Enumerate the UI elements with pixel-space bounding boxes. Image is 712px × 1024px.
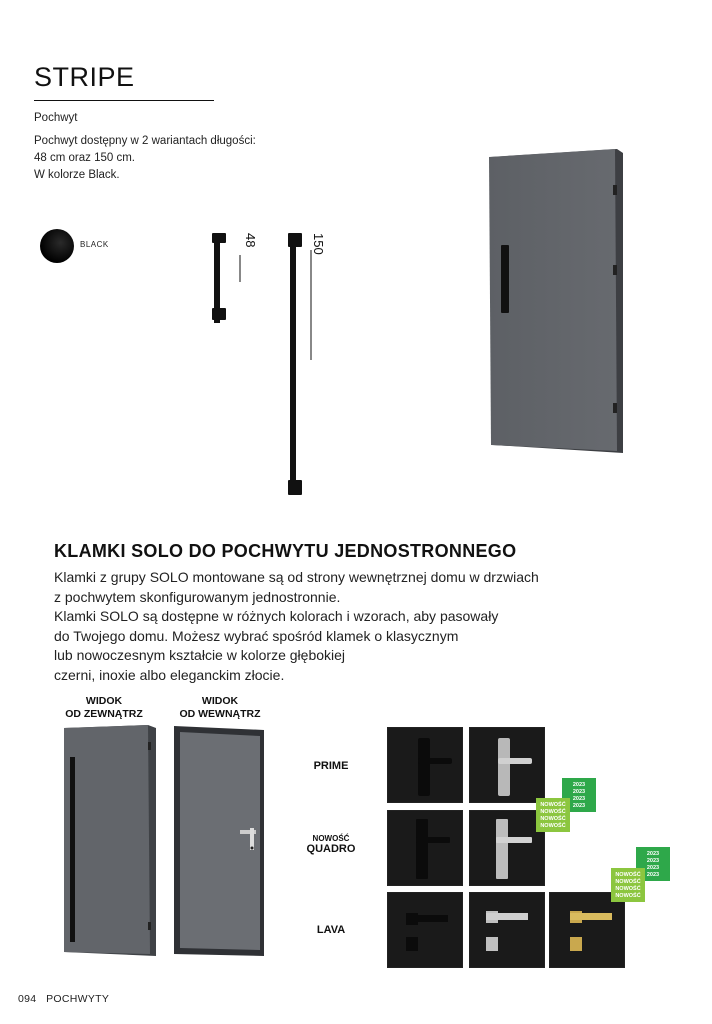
badge-text: 2023 — [646, 865, 660, 871]
badge-text: 2023 — [646, 872, 660, 878]
badge-text: 2023 — [646, 851, 660, 857]
handle-tile-lava-inox — [469, 892, 545, 968]
badge-text: 2023 — [572, 796, 586, 802]
outside-view-handle — [70, 757, 75, 942]
paragraph-line: Klamki SOLO są dostępne w różnych kolorach i wzorach, aby pasowały — [54, 608, 499, 624]
view-label-line: OD WEWNĄTRZ — [179, 708, 261, 720]
description-line: Pochwyt dostępny w 2 wariantach długości: — [34, 135, 256, 147]
paragraph-line: z pochwytem skonfigurowanym jednostronnie. — [54, 588, 341, 605]
view-label-line: OD ZEWNĄTRZ — [65, 708, 143, 720]
page-footer — [18, 993, 109, 1005]
handle-48-bottom-mount — [212, 308, 226, 320]
badge-text: 2023 — [572, 782, 586, 788]
badge-text: NOWOŚĆ — [615, 886, 641, 892]
handle-150-dimension: 150 — [311, 233, 326, 255]
section-heading: KLAMKI SOLO DO POCHWYTU JEDNOSTRONNEGO — [54, 541, 517, 561]
row-label-text: QUADRO — [306, 843, 356, 855]
product-description — [34, 133, 256, 184]
badge-text: NOWOŚĆ — [540, 802, 566, 808]
door-with-stripe-handle — [485, 145, 630, 460]
handle-tile-quadro-black — [387, 810, 463, 886]
handle-48-top-mount — [212, 233, 226, 243]
badge-text: 2023 — [646, 858, 660, 864]
title-divider — [34, 100, 214, 101]
product-subtitle: Pochwyt — [34, 112, 78, 124]
handle-150-bar — [290, 235, 296, 495]
row-label-lava: LAVA — [316, 924, 346, 936]
badge-text: NOWOŚĆ — [540, 809, 566, 815]
badge-text: 2023 — [572, 789, 586, 795]
page-number: 094 — [18, 993, 37, 1005]
description-line: 48 cm oraz 150 cm. — [34, 152, 135, 164]
paragraph-line: Klamki z grupy SOLO montowane są od strony wewnętrznej domu w drzwiach — [54, 569, 539, 585]
badge-new — [536, 798, 570, 832]
door-stripe-handle — [501, 245, 509, 313]
row-label-prime: PRIME — [313, 760, 349, 772]
handle-tile-prime-black — [387, 727, 463, 803]
handle-tile-lava-black — [387, 892, 463, 968]
badge-text: NOWOŚĆ — [615, 879, 641, 885]
paragraph-line: lub nowoczesnym kształcie w kolorze głębokiej — [54, 647, 346, 663]
description-line: W kolorze Black. — [34, 169, 120, 181]
door-outside-view — [60, 722, 160, 960]
door-inside-view — [172, 722, 272, 960]
handle-tile-quadro-inox — [469, 810, 545, 886]
view-outside-label — [58, 695, 150, 721]
page-title: STRIPE — [34, 62, 135, 92]
black-color-swatch — [40, 229, 74, 263]
row-label-quadro — [296, 834, 366, 856]
handle-tile-prime-inox — [469, 727, 545, 803]
badge-text: NOWOŚĆ — [540, 823, 566, 829]
badge-text: NOWOŚĆ — [615, 893, 641, 899]
view-label-line: WIDOK — [85, 695, 123, 707]
view-label-line: WIDOK — [201, 695, 239, 707]
paragraph-line: do Twojego domu. Możesz wybrać spośród klamek o klasycznym — [54, 627, 459, 644]
paragraph-line: czerni, inoxie albo eleganckim złocie. — [54, 666, 285, 683]
badge-text: 2023 — [572, 803, 586, 809]
badge-new — [611, 868, 645, 902]
handle-tile-lava-gold — [549, 892, 625, 968]
badge-text: NOWOŚĆ — [540, 816, 566, 822]
handle-48-dimension: 48 — [243, 233, 258, 248]
badge-text: NOWOŚĆ — [615, 872, 641, 878]
footer-section: POCHWYTY — [46, 993, 110, 1005]
color-label: BLACK — [80, 240, 109, 249]
view-inside-label — [172, 695, 268, 721]
section-paragraph — [54, 568, 654, 685]
handle-150-drawing — [275, 225, 335, 500]
new-prefix: NOWOŚĆ — [312, 834, 350, 843]
handle-150-top-mount — [288, 233, 302, 247]
handle-150-bottom-mount — [288, 480, 302, 495]
